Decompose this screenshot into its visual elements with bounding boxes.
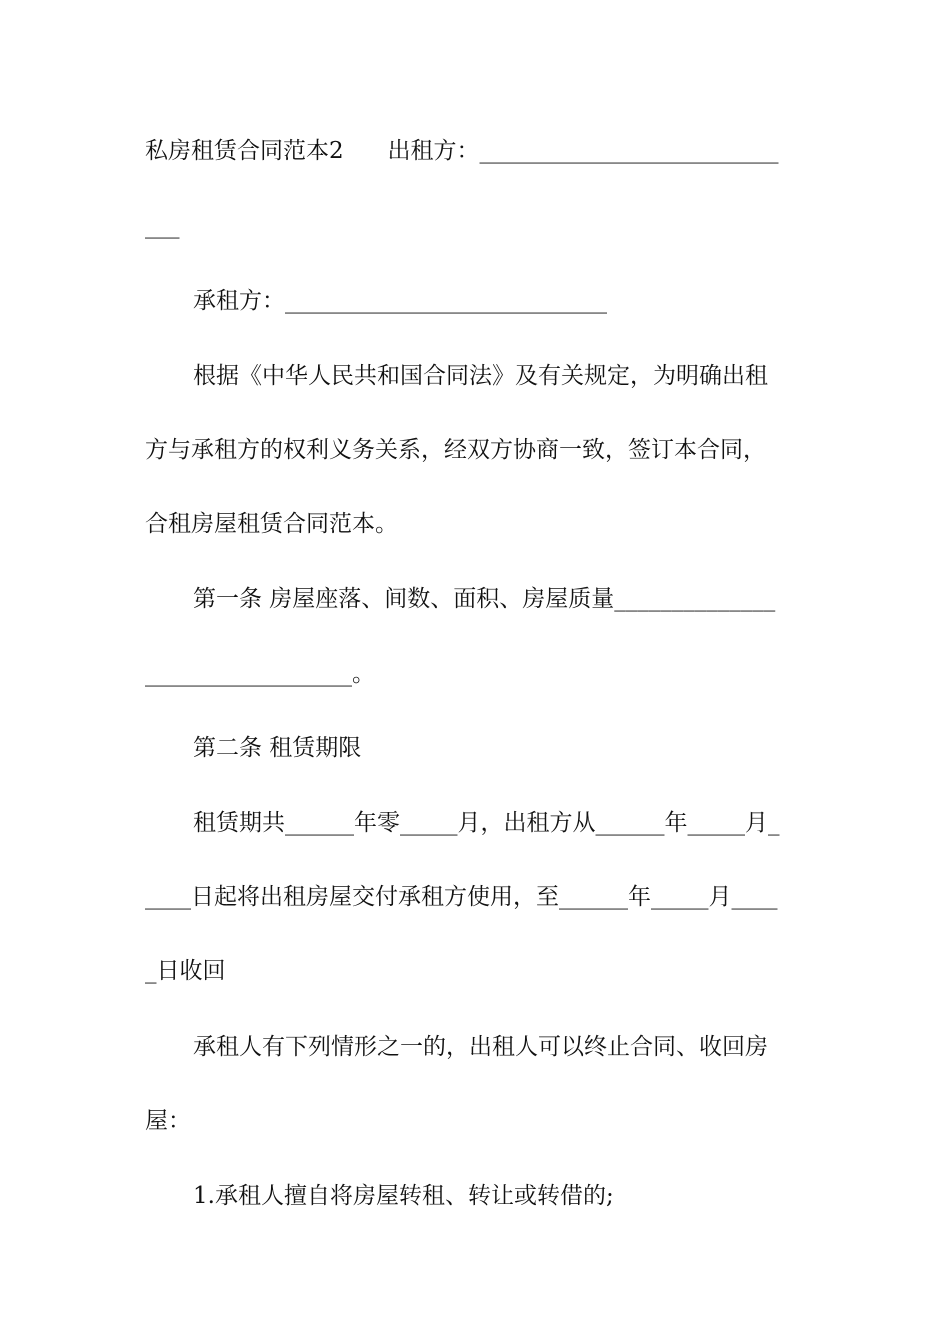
doc-line-term: [0, 807, 950, 839]
doc-line-para1: [0, 360, 950, 392]
line-text: 租赁期共______年零_____月，出租方从______年_____月_: [193, 810, 780, 836]
line-text: _日收回: [145, 958, 226, 984]
line-text: 根据《中华人民共和国合同法》及有关规定，为明确出租: [193, 363, 768, 389]
doc-line-para1: [0, 508, 950, 540]
doc-line-article1: [0, 658, 950, 690]
line-text: ____日起将出租房屋交付承租方使用，至______年_____月____: [145, 884, 778, 910]
doc-line-lessee: [0, 285, 950, 317]
line-text: 合租房屋租赁合同范本。: [145, 511, 398, 537]
line-text: __________________。: [145, 661, 375, 687]
doc-line-continuation: [0, 210, 950, 242]
line-text: 屋：: [145, 1108, 191, 1134]
doc-line-article2: [0, 732, 950, 764]
doc-line-termination: [0, 1031, 950, 1063]
line-text: 1.承租人擅自将房屋转租、转让或转借的;: [193, 1183, 614, 1209]
doc-line-title: [0, 135, 950, 167]
line-text: 第二条 租赁期限: [193, 735, 362, 761]
doc-line-article1: [0, 583, 950, 615]
line-text: 第一条 房屋座落、间数、面积、房屋质量______________: [193, 586, 776, 612]
line-text: 方与承租方的权利义务关系，经双方协商一致，签订本合同，: [145, 437, 766, 463]
line-text: 承租人有下列情形之一的，出租人可以终止合同、收回房: [193, 1034, 768, 1060]
line-text: 承租方：____________________________: [193, 288, 607, 314]
doc-line-para1: [0, 434, 950, 466]
doc-line-term: [0, 955, 950, 987]
line-text: 私房租赁合同范本2 出租方：__________________________: [145, 138, 779, 164]
doc-line-termination: [0, 1105, 950, 1137]
doc-line-item1: [0, 1180, 950, 1212]
line-text: ___: [145, 213, 180, 239]
doc-line-term: [0, 881, 950, 913]
